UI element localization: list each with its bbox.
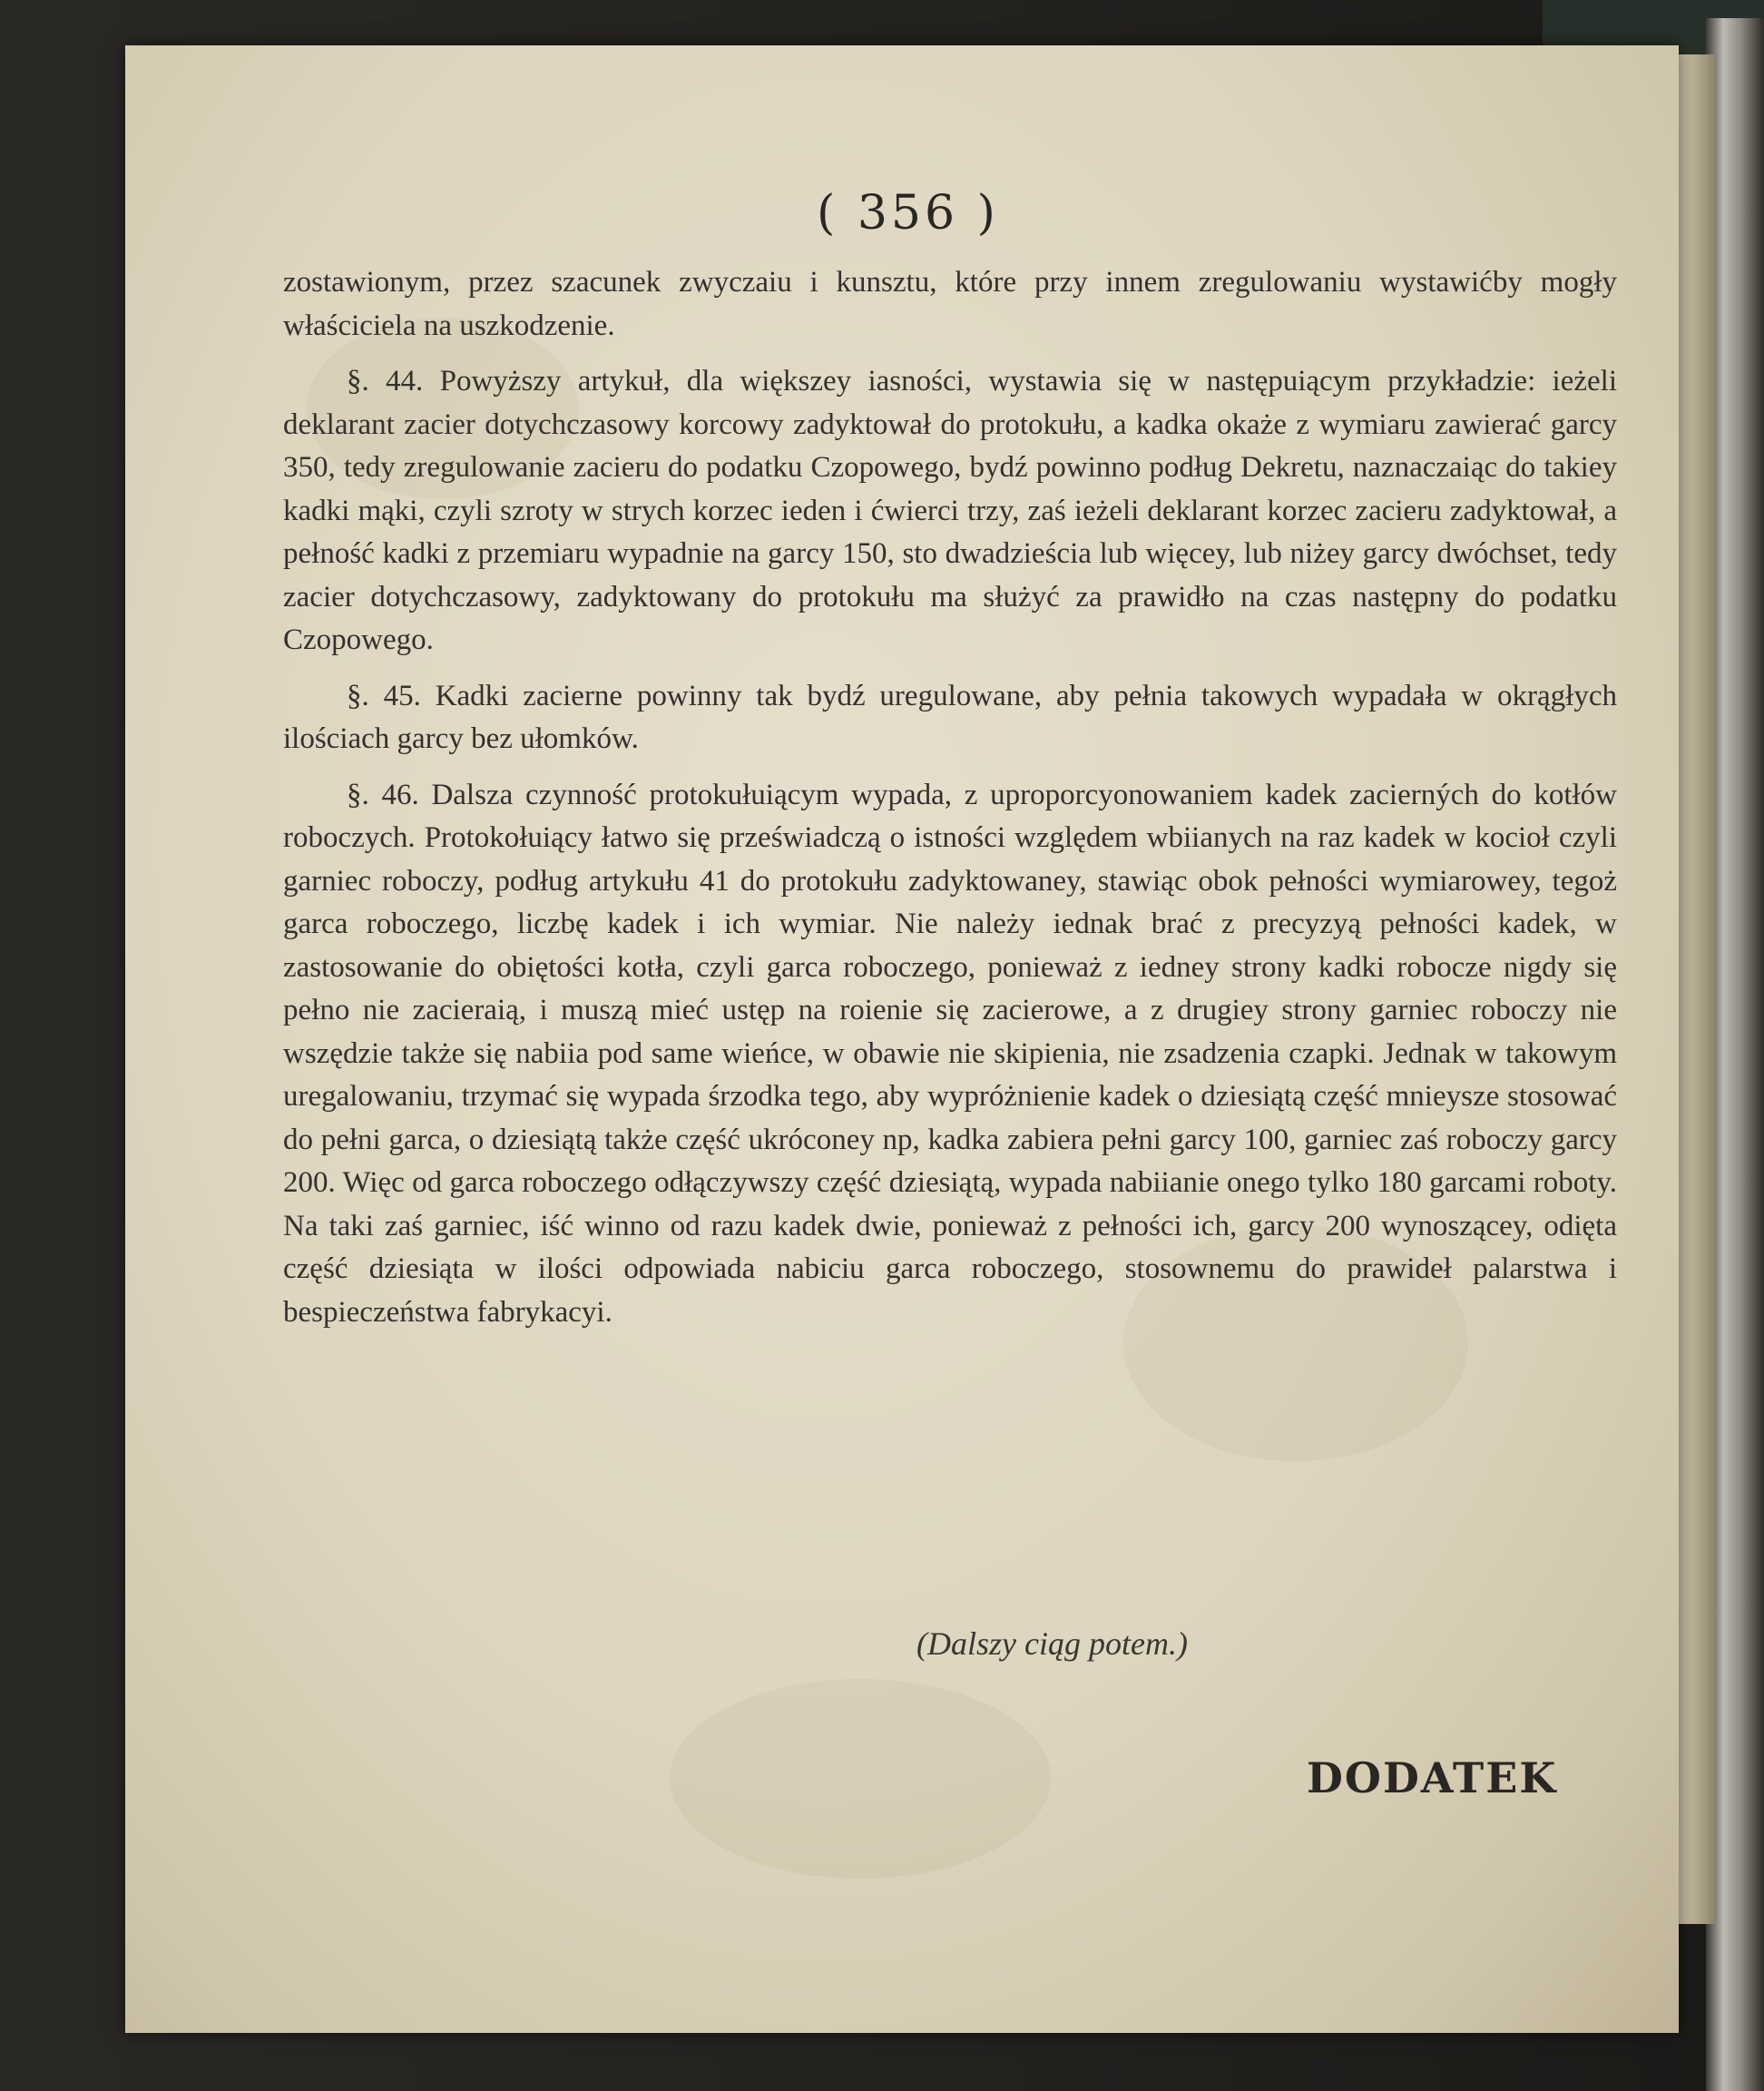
continuation-note: (Dalszy ciąg potem.) [916,1625,1188,1662]
section-45-paragraph: §. 45. Kadki zacierne powinny tak bydź uregulowane, aby pełnia takowych wypadała w okrągłych ilościach garcy bez ułomków. [283,679,1617,755]
page-body-text [283,261,1617,1334]
section-44-paragraph: §. 44. Powyższy artykuł, dla większey iasności, wystawia się w następuiącym przykładzie: ieżeli deklarant zacier dotychczasowy korcowy zadyktował do protokułu, a kadka okaże z wymiaru zawierać garcy 350, tedy zregulowanie zacieru do podatku Czopowego, bydź powinno podług Dekretu, naznaczaiąc do takiey kadki mąki, czyli szroty w strych korzec ieden i ćwierci trzy, zaś ieżeli deklarant korzec zacieru zadyktował, a pełność kadki z przemiaru wypadnie na garcy 150, sto dwadzieścia lub więcey, lub niżey garcy dwóchset, tedy zacier dotychczasowy, zadyktowany do protokułu ma służyć za prawidło na czas następny do podatku Czopowego. [283,365,1617,656]
next-section-heading: DODATEK [1307,1753,1558,1802]
section-46-paragraph: §. 46. Dalsza czynność protokułuiącym wypada, z uproporcyonowaniem kadek zacierných do kotłów roboczych. Protokołuiący łatwo się przeświadczą o istności względem wbiianych na raz kadek w kocioł czyli garniec roboczy, podług artykułu 41 do protokułu zadyktowaney, stawiąc obok pełności wymiarowey, tegoż garca roboczego, liczbę kadek i ich wymiar. Nie należy iednak brać z precyzyą pełności kadek, w zastosowanie do obiętości kotła, czyli garca roboczego, ponieważ z iedney strony kadki robocze nigdy się pełno nie zacieraią, i muszą mieć ustęp na roienie się zacierowe, a z drugiey strony garniec roboczy nie wszędzie także się nabiia pod same wieńce, w obawie nie skipienia, nie zsadzenia czapki. Jednak w takowym uregalowaniu, trzymać się wypada śrzodka tego, aby wypróżnienie kadek o dziesiątą część mnieysze stosować do pełni garca, o dziesiątą także część ukróconey np, kadka zabiera pełni garcy 100, garniec zaś roboczy garcy 200. Więc od garca roboczego odłączywszy część dziesiątą, wypada nabiianie onego tylko 180 garcami roboty. Na taki zaś garniec, iść winno od razu kadek dwie, ponieważ z pełności ich, garcy 200 wynoszącey, odięta część dziesiąta w ilości odpowiada nabiciu garca roboczego, stosownemu do prawideł palarstwa i bespieczeństwa fabrykacyi. [283,778,1617,1329]
paper-stain [670,1679,1051,1879]
page-number: ( 356 ) [817,186,999,241]
paragraph-continuation: zostawionym, przez szacunek zwyczaiu i kunsztu, które przy innem zregulowaniu wystawićby mogły właściciela na uszkodzenie. [283,266,1617,342]
